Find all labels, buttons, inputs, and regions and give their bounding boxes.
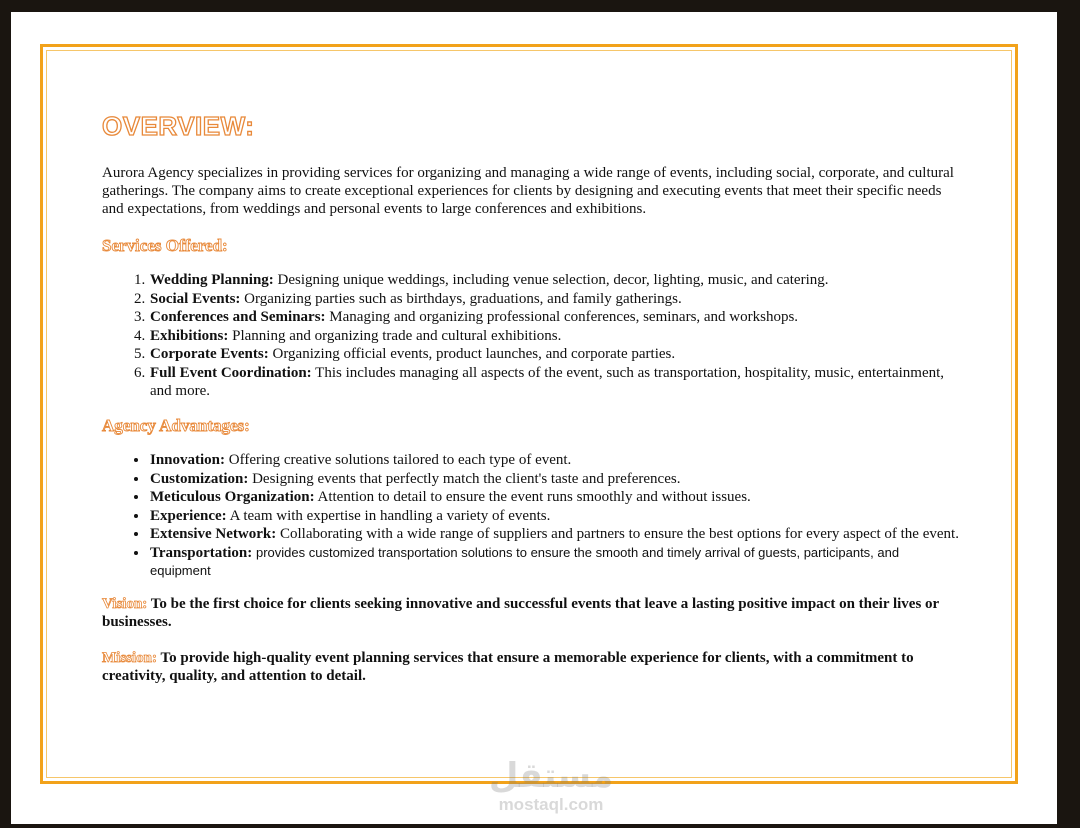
list-item: 6. Full Event Coordination: This includes managing all aspects of the event, such as transportation, hospitality, music, entertainment, and more. <box>149 364 962 400</box>
overview-heading: OVERVIEW: <box>102 111 255 141</box>
services-list <box>102 271 962 400</box>
list-item: 3. Conferences and Seminars: Managing and organizing professional conferences, seminars, and workshops. <box>149 308 962 326</box>
services-heading: Services Offered: <box>102 236 228 255</box>
list-item: 1. Wedding Planning: Designing unique weddings, including venue selection, decor, lighting, music, and catering. <box>149 271 962 289</box>
list-item: • Transportation: provides customized transportation solutions to ensure the smooth and timely arrival of guests, participants, and equipment <box>149 544 962 580</box>
vision-label: Vision: <box>102 595 148 612</box>
advantages-list <box>102 451 962 580</box>
list-item: • Extensive Network: Collaborating with a wide range of suppliers and partners to ensure the best options for every aspect of the event. <box>149 525 962 543</box>
intro-paragraph: Aurora Agency specializes in providing services for organizing and managing a wide range of events, including social, corporate, and cultural gatherings. The company aims to create exceptional experiences for clients by designing and executing events that meet their specific needs and expectations, from weddings and personal events to large conferences and exhibitions. <box>102 165 954 217</box>
list-item: 4. Exhibitions: Planning and organizing trade and cultural exhibitions. <box>149 327 962 345</box>
watermark-logo: مستقل <box>488 756 614 796</box>
vision-statement: Vision: To be the first choice for clients seeking innovative and successful events that leave a lasting positive impact on their lives or businesses. <box>102 595 939 630</box>
mission-statement: Mission: To provide high-quality event planning services that ensure a memorable experience for clients, with a commitment to creativity, quality, and attention to detail. <box>102 649 914 684</box>
document-page <box>11 12 1057 824</box>
list-item: • Innovation: Offering creative solutions tailored to each type of event. <box>149 451 962 469</box>
list-item: 5. Corporate Events: Organizing official events, product launches, and corporate parties. <box>149 345 962 363</box>
watermark <box>481 756 621 814</box>
list-item: • Meticulous Organization: Attention to detail to ensure the event runs smoothly and without issues. <box>149 488 962 506</box>
list-item: 2. Social Events: Organizing parties such as birthdays, graduations, and family gatherings. <box>149 290 962 308</box>
advantages-heading: Agency Advantages: <box>102 415 250 435</box>
watermark-url: mostaql.com <box>498 795 604 814</box>
document-content <box>102 110 962 703</box>
mission-label: Mission: <box>102 649 158 666</box>
list-item: • Customization: Designing events that perfectly match the client's taste and preferences. <box>149 470 962 488</box>
list-item: • Experience: A team with expertise in handling a variety of events. <box>149 507 962 525</box>
